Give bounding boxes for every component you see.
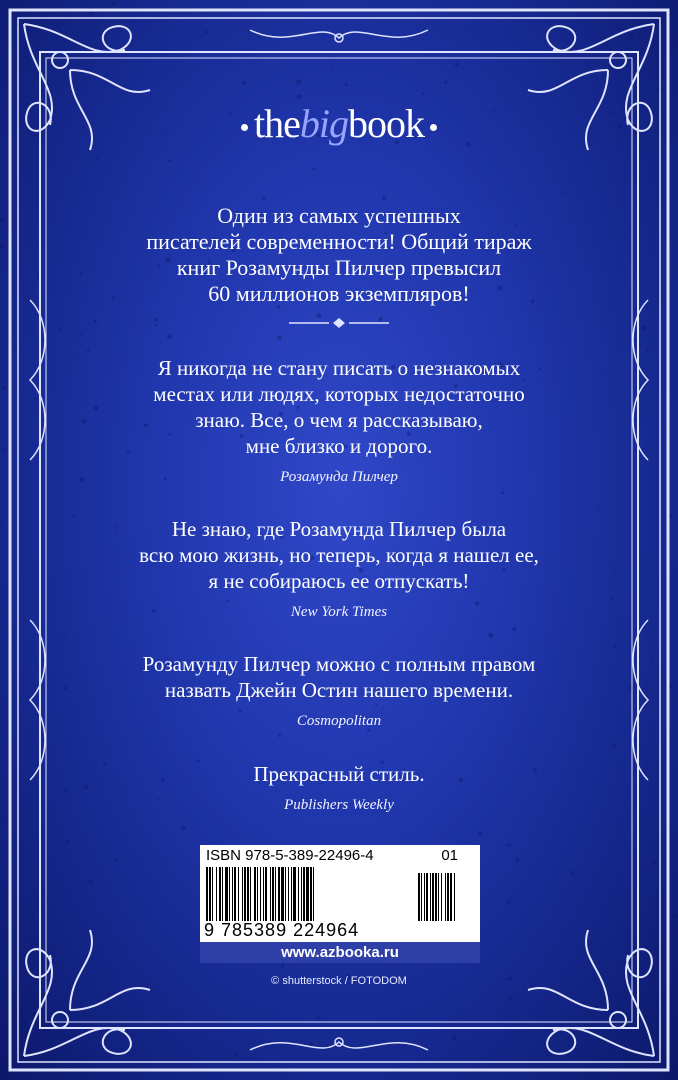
barcode-digits: 9 785389 224964	[204, 920, 360, 940]
barcode-bar	[298, 867, 299, 921]
barcode-bar	[285, 867, 286, 921]
quote-attribution: Cosmopolitan	[296, 713, 382, 729]
barcode-bar	[275, 867, 276, 921]
barcode-bar	[254, 867, 256, 921]
bottom-center-ornament	[250, 1038, 428, 1050]
barcode-bar	[281, 867, 284, 921]
logo-dot-right	[430, 124, 437, 131]
quote-attribution: Publishers Weekly	[284, 797, 394, 813]
barcode-addon-bar	[421, 873, 422, 921]
barcode-bar	[238, 867, 239, 921]
barcode-bar	[260, 867, 261, 921]
website-bar	[200, 942, 480, 963]
quote-nyt: Не знаю, где Розамунда Пилчер была всю мою жизнь, но теперь, когда я нашел ее, я не собираюсь ее отпускать! New York Times	[0, 516, 678, 621]
logo-big: big	[299, 101, 348, 146]
barcode-addon-bar	[430, 873, 431, 921]
quote-attribution: New York Times	[290, 604, 388, 620]
isbn-addon: 01	[441, 847, 458, 864]
corner-ornament-bottom-left	[24, 930, 150, 1056]
barcode-bar	[209, 867, 211, 921]
barcode-bar	[291, 867, 292, 921]
isbn-number: ISBN 978-5-389-22496-4	[206, 847, 374, 864]
barcode-bar	[206, 867, 208, 921]
barcode-bar	[232, 867, 233, 921]
barcode-bar	[270, 867, 271, 921]
barcode-bar	[250, 867, 251, 921]
barcode-bar	[222, 867, 223, 921]
barcode-addon-bar	[445, 873, 446, 921]
barcode-bar	[229, 867, 230, 921]
barcode-bar	[306, 867, 309, 921]
quote-attribution: Розамунда Пилчер	[280, 469, 398, 485]
barcode-bar	[242, 867, 243, 921]
barcode-bar	[272, 867, 274, 921]
barcode-bar	[244, 867, 246, 921]
barcode-addon-bar	[454, 873, 455, 921]
barcode-bar	[303, 867, 305, 921]
barcode-bars	[206, 867, 474, 923]
barcode-bar	[288, 867, 289, 921]
barcode-addon-bar	[450, 873, 452, 921]
barcode-addon-bar	[418, 873, 420, 921]
barcode-addon-bar	[441, 873, 442, 921]
quote-pilcher: Я никогда не стану писать о незнакомых местах или людях, которых недостаточно знаю. Все, о чем я рассказываю, мне близко и дорого. Розамунда Пилчер	[0, 355, 678, 486]
barcode-bar	[278, 867, 280, 921]
barcode-bar	[247, 867, 249, 921]
top-center-ornament	[250, 30, 428, 42]
barcode-bar	[313, 867, 314, 921]
thebigbook-logo	[0, 102, 678, 146]
logo-book: book	[348, 101, 424, 146]
barcode-bar	[265, 867, 267, 921]
logo-the: the	[254, 101, 300, 146]
barcode-bar	[257, 867, 258, 921]
barcode-bar	[219, 867, 221, 921]
barcode-bar	[212, 867, 213, 921]
barcode-addon-bar	[447, 873, 449, 921]
website-url: www.azbooka.ru	[281, 944, 399, 961]
quote-cosmopolitan: Розамунду Пилчер можно с полным правом назвать Джейн Остин нашего времени. Cosmopolitan	[0, 651, 678, 730]
barcode-bar	[225, 867, 228, 921]
logo-dot-left	[241, 124, 248, 131]
barcode-bar	[216, 867, 217, 921]
barcode-addon-bar	[424, 873, 425, 921]
barcode-bar	[293, 867, 296, 921]
barcode-addon-bar	[438, 873, 439, 921]
barcode-addon-bar	[426, 873, 428, 921]
barcode-bar	[310, 867, 312, 921]
isbn-line	[206, 847, 476, 865]
intro-text: Один из самых успешных писателей современности! Общий тираж книг Розамунды Пилчер превысил 60 миллионов экземпляров!	[146, 203, 532, 306]
barcode-bar	[234, 867, 236, 921]
barcode-bar	[263, 867, 264, 921]
barcode-addon-bar	[432, 873, 434, 921]
barcode-addon-bar	[435, 873, 437, 921]
corner-ornament-bottom-right	[528, 930, 654, 1056]
quote-publishers-weekly: Прекрасный стиль. Publishers Weekly	[0, 761, 678, 814]
photo-credit: © shutterstock / FOTODOM	[271, 975, 407, 987]
barcode-bar	[301, 867, 302, 921]
divider-ornament	[289, 317, 389, 329]
